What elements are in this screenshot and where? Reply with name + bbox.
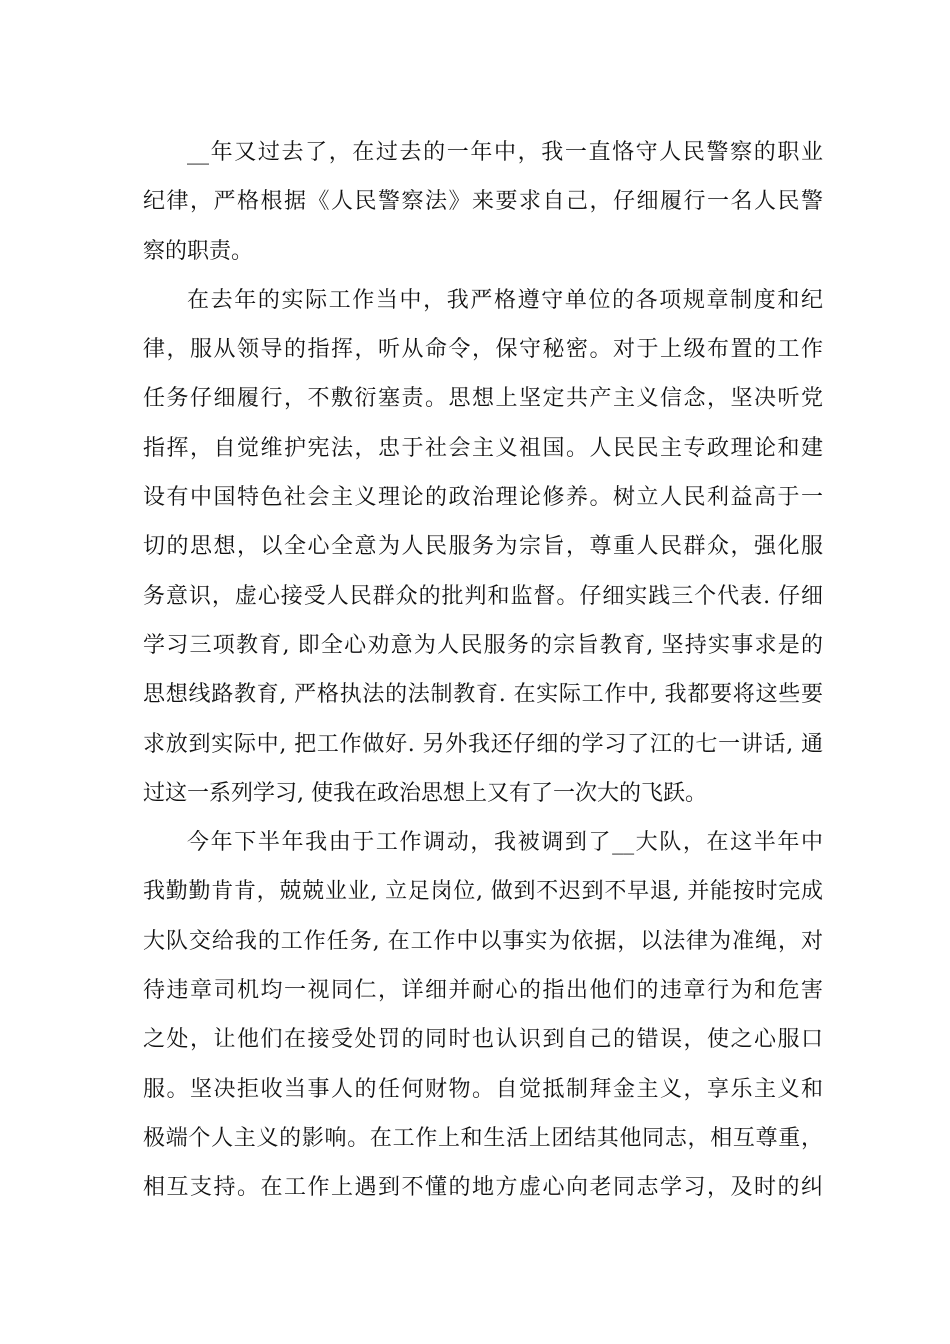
paragraph-line: __年又过去了，在过去的一年中，我一直恪守人民警察的职业 <box>187 140 823 165</box>
paragraph-line: 求放到实际中, 把工作做好. 另外我还仔细的学习了江的七一讲话, 通 <box>143 731 823 757</box>
paragraph-line: 学习三项教育, 即全心劝意为人民服务的宗旨教育, 坚持实事求是的 <box>143 632 823 658</box>
paragraph-line: 设有中国特色社会主义理论的政治理论修养。树立人民利益高于一 <box>143 485 823 511</box>
paragraph-line: 服。坚决拒收当事人的任何财物。自觉抵制拜金主义，享乐主义和 <box>143 1076 823 1102</box>
paragraph-line: 过这一系列学习, 使我在政治思想上又有了一次大的飞跃。 <box>143 780 707 806</box>
document-body <box>143 128 823 1213</box>
paragraph-line: 我勤勤肯肯，兢兢业业, 立足岗位, 做到不迟到不早退, 并能按时完成 <box>143 879 823 905</box>
paragraph-line: 律，服从领导的指挥，听从命令，保守秘密。对于上级布置的工作 <box>143 337 823 363</box>
paragraph-line: 务意识，虚心接受人民群众的批判和监督。仔细实践三个代表. 仔细 <box>143 583 823 609</box>
paragraph-2 <box>143 276 823 818</box>
paragraph-line: 纪律，严格根据《人民警察法》来要求自己，仔细履行一名人民警 <box>143 189 823 215</box>
paragraph-line: 之处，让他们在接受处罚的同时也认识到自己的错误，使之心服口 <box>143 1027 823 1053</box>
paragraph-line: 思想线路教育, 严格执法的法制教育. 在实际工作中, 我都要将这些要 <box>143 682 823 708</box>
paragraph-3 <box>143 818 823 1212</box>
paragraph-line: 待违章司机均一视同仁，详细并耐心的指出他们的违章行为和危害 <box>143 978 823 1004</box>
paragraph-1 <box>143 128 823 276</box>
paragraph-line: 大队交给我的工作任务, 在工作中以事实为依据，以法律为准绳，对 <box>143 928 823 954</box>
paragraph-line: 指挥，自觉维护宪法，忠于社会主义祖国。人民民主专政理论和建 <box>143 435 823 461</box>
paragraph-line: 切的思想，以全心全意为人民服务为宗旨，尊重人民群众，强化服 <box>143 534 823 560</box>
paragraph-line: 极端个人主义的影响。在工作上和生活上团结其他同志，相互尊重， <box>143 1125 823 1151</box>
paragraph-line: 今年下半年我由于工作调动，我被调到了__大队，在这半年中 <box>187 830 823 856</box>
paragraph-line: 相互支持。在工作上遇到不懂的地方虚心向老同志学习，及时的纠 <box>143 1175 823 1201</box>
paragraph-line: 任务仔细履行，不敷衍塞责。思想上坚定共产主义信念，坚决听党 <box>143 386 823 412</box>
paragraph-line: 察的职责。 <box>143 238 254 264</box>
paragraph-line: 在去年的实际工作当中，我严格遵守单位的各项规章制度和纪 <box>187 287 823 313</box>
